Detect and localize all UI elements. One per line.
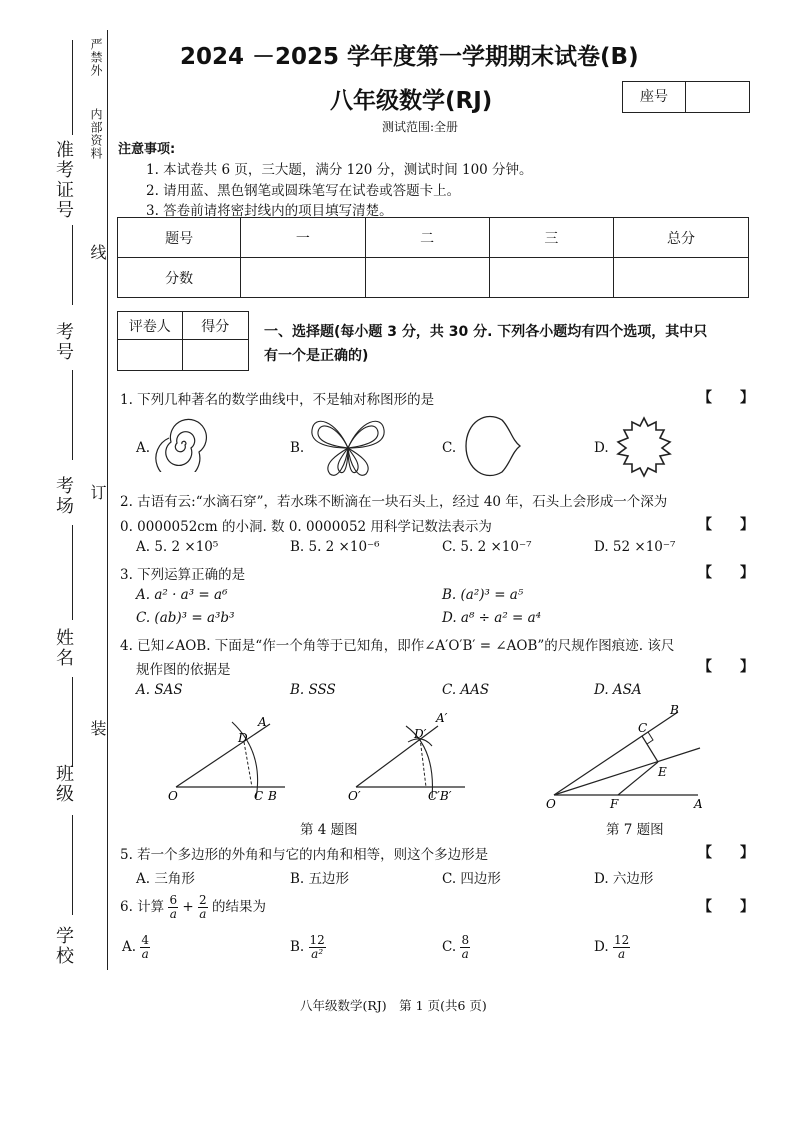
q2-stem-line2: 0. 0000052cm 的小洞. 数 0. 0000052 用科学记数法表示为 bbox=[120, 519, 492, 535]
q6-option-a: A. $\frac{4}{a}$ bbox=[122, 933, 149, 961]
page-footer: 八年级数学(RJ) 第 1 页(共6 页) bbox=[300, 998, 487, 1013]
grader-score-cell[interactable] bbox=[182, 340, 248, 371]
score-cell-1[interactable] bbox=[241, 258, 365, 298]
q5-option-d: D. 六边形 bbox=[594, 871, 654, 887]
q6-option-b: B. $\frac{12}{\text{a²}}$ bbox=[290, 933, 325, 961]
q3-option-c: C. (ab)³ = a³b³ bbox=[136, 610, 235, 626]
score-header-label: 题号 bbox=[118, 218, 241, 258]
q1-option-a: A. bbox=[136, 440, 151, 456]
q6-option-d: D. $\frac{12}{a}$ bbox=[594, 933, 630, 961]
fig4-right-angle bbox=[340, 712, 470, 812]
koch-snowflake-figure bbox=[612, 414, 676, 478]
q4-stem-line1: 4. 已知∠AOB. 下面是“作一个角等于已知角，即作∠A′O′B′ = ∠AOB”的尺规作图痕迹. 该尺 bbox=[120, 638, 675, 654]
fig7-label-f: F bbox=[610, 797, 619, 811]
grader-reviewer-label: 评卷人 bbox=[118, 312, 183, 340]
q4-option-d: D. ASA bbox=[594, 682, 642, 698]
q6-stem bbox=[120, 894, 266, 921]
seal-ding-label: 订 bbox=[88, 484, 107, 501]
score-row-label: 分数 bbox=[118, 258, 241, 298]
exam-no-blank[interactable] bbox=[72, 370, 73, 460]
butterfly-curve-figure bbox=[308, 410, 388, 480]
class-blank[interactable] bbox=[72, 815, 73, 915]
fig7-figure bbox=[540, 700, 720, 812]
q1-option-b: B. bbox=[290, 440, 305, 456]
name-label: 姓名 bbox=[53, 628, 74, 668]
score-table bbox=[117, 217, 749, 298]
q6-fraction-2: $\frac{2}{a}$ bbox=[199, 893, 207, 921]
fig4-label-o-prime: O′ bbox=[348, 789, 361, 803]
q2-option-d: D. 52 ×10⁻⁷ bbox=[594, 539, 676, 555]
cardioid-curve bbox=[466, 416, 520, 475]
grader-table bbox=[117, 311, 249, 371]
q5-answer-bracket[interactable]: 【 】 bbox=[698, 845, 754, 861]
q4-option-b: B. SSS bbox=[290, 682, 336, 698]
score-cell-3[interactable] bbox=[489, 258, 613, 298]
side-strip-forbid: 严禁外 bbox=[89, 38, 103, 77]
room-blank[interactable] bbox=[72, 525, 73, 620]
exam-subtitle: 八年级数学(RJ) bbox=[330, 88, 493, 114]
ticket-no-label: 准考证号 bbox=[53, 140, 74, 220]
q2-option-c: C. 5. 2 ×10⁻⁷ bbox=[442, 539, 532, 555]
score-header-2: 二 bbox=[365, 218, 489, 258]
note-item-1: 1. 本试卷共 6 页，三大题，满分 120 分，测试时间 100 分钟。 bbox=[146, 162, 533, 178]
score-header-3: 三 bbox=[489, 218, 613, 258]
q2-option-b: B. 5. 2 ×10⁻⁶ bbox=[290, 539, 380, 555]
cardioid-figure bbox=[462, 412, 530, 480]
seat-input[interactable] bbox=[686, 82, 749, 112]
note-item-2: 2. 请用蓝、黑色钢笔或圆珠笔写在试卷或答题卡上。 bbox=[146, 183, 461, 199]
q5-option-a: A. 三角形 bbox=[136, 871, 195, 887]
seat-box bbox=[622, 81, 750, 113]
notes-heading: 注意事项: bbox=[118, 142, 176, 157]
q4-option-a: A. SAS bbox=[136, 682, 183, 698]
fig4-label-d-prime: D′ bbox=[414, 727, 427, 741]
fig4-label-cb-prime: C′B′ bbox=[428, 789, 452, 803]
section1-heading-1: 一、选择题(每小题 3 分，共 30 分. 下列各小题均有四个选项，其中只 bbox=[264, 324, 708, 340]
exam-no-label: 考号 bbox=[53, 322, 74, 362]
grader-score-label: 得分 bbox=[182, 312, 248, 340]
q1-stem: 1. 下列几种著名的数学曲线中，不是轴对称图形的是 bbox=[120, 392, 435, 408]
fig4-label-c: C bbox=[254, 789, 264, 803]
q3-option-a: A. a² · a³ = a⁶ bbox=[136, 587, 228, 603]
fig4-label-b: B bbox=[268, 789, 277, 803]
fig4-caption: 第 4 题图 bbox=[300, 822, 358, 838]
fig7-label-c: C bbox=[638, 721, 648, 735]
q1-answer-bracket[interactable]: 【 】 bbox=[698, 390, 754, 406]
section1-heading-2: 有一个是正确的) bbox=[264, 348, 369, 364]
q4-answer-bracket[interactable]: 【 】 bbox=[698, 659, 754, 675]
q6-plus: + bbox=[182, 899, 194, 915]
binding-line bbox=[107, 30, 108, 970]
q6-option-c: C. $\frac{8}{a}$ bbox=[442, 933, 470, 961]
test-scope: 测试范围:全册 bbox=[382, 120, 459, 134]
q1-option-d: D. bbox=[594, 440, 609, 456]
q4-option-c: C. AAS bbox=[442, 682, 490, 698]
fig7-caption: 第 7 题图 bbox=[606, 822, 664, 838]
q6-answer-bracket[interactable]: 【 】 bbox=[698, 899, 754, 915]
q5-stem: 5. 若一个多边形的外角和与它的内角和相等，则这个多边形是 bbox=[120, 847, 489, 863]
fig4-label-a-prime: A′ bbox=[436, 712, 448, 725]
ticket-no-blank[interactable] bbox=[72, 40, 73, 135]
class-label: 班级 bbox=[53, 764, 74, 804]
note-item-3: 3. 答卷前请将密封线内的项目填写清楚。 bbox=[146, 203, 393, 219]
q4-stem-line2: 规作图的依据是 bbox=[136, 662, 231, 678]
fig7-label-b: B bbox=[670, 703, 679, 717]
fig7-label-e: E bbox=[658, 765, 667, 779]
room-label: 考场 bbox=[53, 476, 74, 516]
q6-stem-pre: 6. 计算 bbox=[120, 899, 165, 915]
score-cell-2[interactable] bbox=[365, 258, 489, 298]
spiral-curve bbox=[156, 419, 207, 472]
grader-reviewer-cell[interactable] bbox=[118, 340, 183, 371]
fig7-label-a: A bbox=[694, 797, 703, 811]
fig4-left-angle bbox=[160, 712, 290, 812]
school-label: 学校 bbox=[53, 926, 74, 966]
snowflake-curve bbox=[618, 418, 670, 476]
score-header-1: 一 bbox=[241, 218, 365, 258]
q5-option-c: C. 四边形 bbox=[442, 871, 501, 887]
ticket-no-blank-2[interactable] bbox=[72, 225, 73, 305]
fig4-label-d: D bbox=[238, 731, 248, 745]
side-strip-internal: 内部资料 bbox=[89, 108, 103, 160]
spiral-figure bbox=[150, 416, 214, 472]
score-cell-total[interactable] bbox=[614, 258, 749, 298]
seal-line-label: 线 bbox=[88, 244, 107, 261]
q2-option-a: A. 5. 2 ×10⁵ bbox=[136, 539, 219, 555]
name-blank[interactable] bbox=[72, 677, 73, 767]
q5-option-b: B. 五边形 bbox=[290, 871, 350, 887]
seal-zhuang-label: 装 bbox=[88, 720, 107, 737]
q1-option-c: C. bbox=[442, 440, 457, 456]
fig7-label-o: O bbox=[546, 797, 556, 811]
score-header-total: 总分 bbox=[614, 218, 749, 258]
q3-stem: 3. 下列运算正确的是 bbox=[120, 567, 246, 583]
q2-stem-line1: 2. 古语有云:“水滴石穿”，若水珠不断滴在一块石头上，经过 40 年，石头上会形成一个深为 bbox=[120, 494, 668, 510]
q3-answer-bracket[interactable]: 【 】 bbox=[698, 565, 754, 581]
q3-option-d: D. a⁸ ÷ a² = a⁴ bbox=[442, 610, 542, 626]
seat-label: 座号 bbox=[623, 82, 686, 112]
q6-fraction-1: $\frac{6}{a}$ bbox=[169, 893, 178, 921]
fig4-label-a: A bbox=[258, 715, 267, 729]
q2-answer-bracket[interactable]: 【 】 bbox=[698, 517, 754, 533]
q6-stem-post: 的结果为 bbox=[211, 899, 266, 915]
fig4-label-o: O bbox=[168, 789, 178, 803]
exam-title: 2024 －2025 学年度第一学期期末试卷(B) bbox=[180, 44, 639, 70]
q3-option-b: B. (a²)³ = a⁵ bbox=[442, 587, 524, 603]
